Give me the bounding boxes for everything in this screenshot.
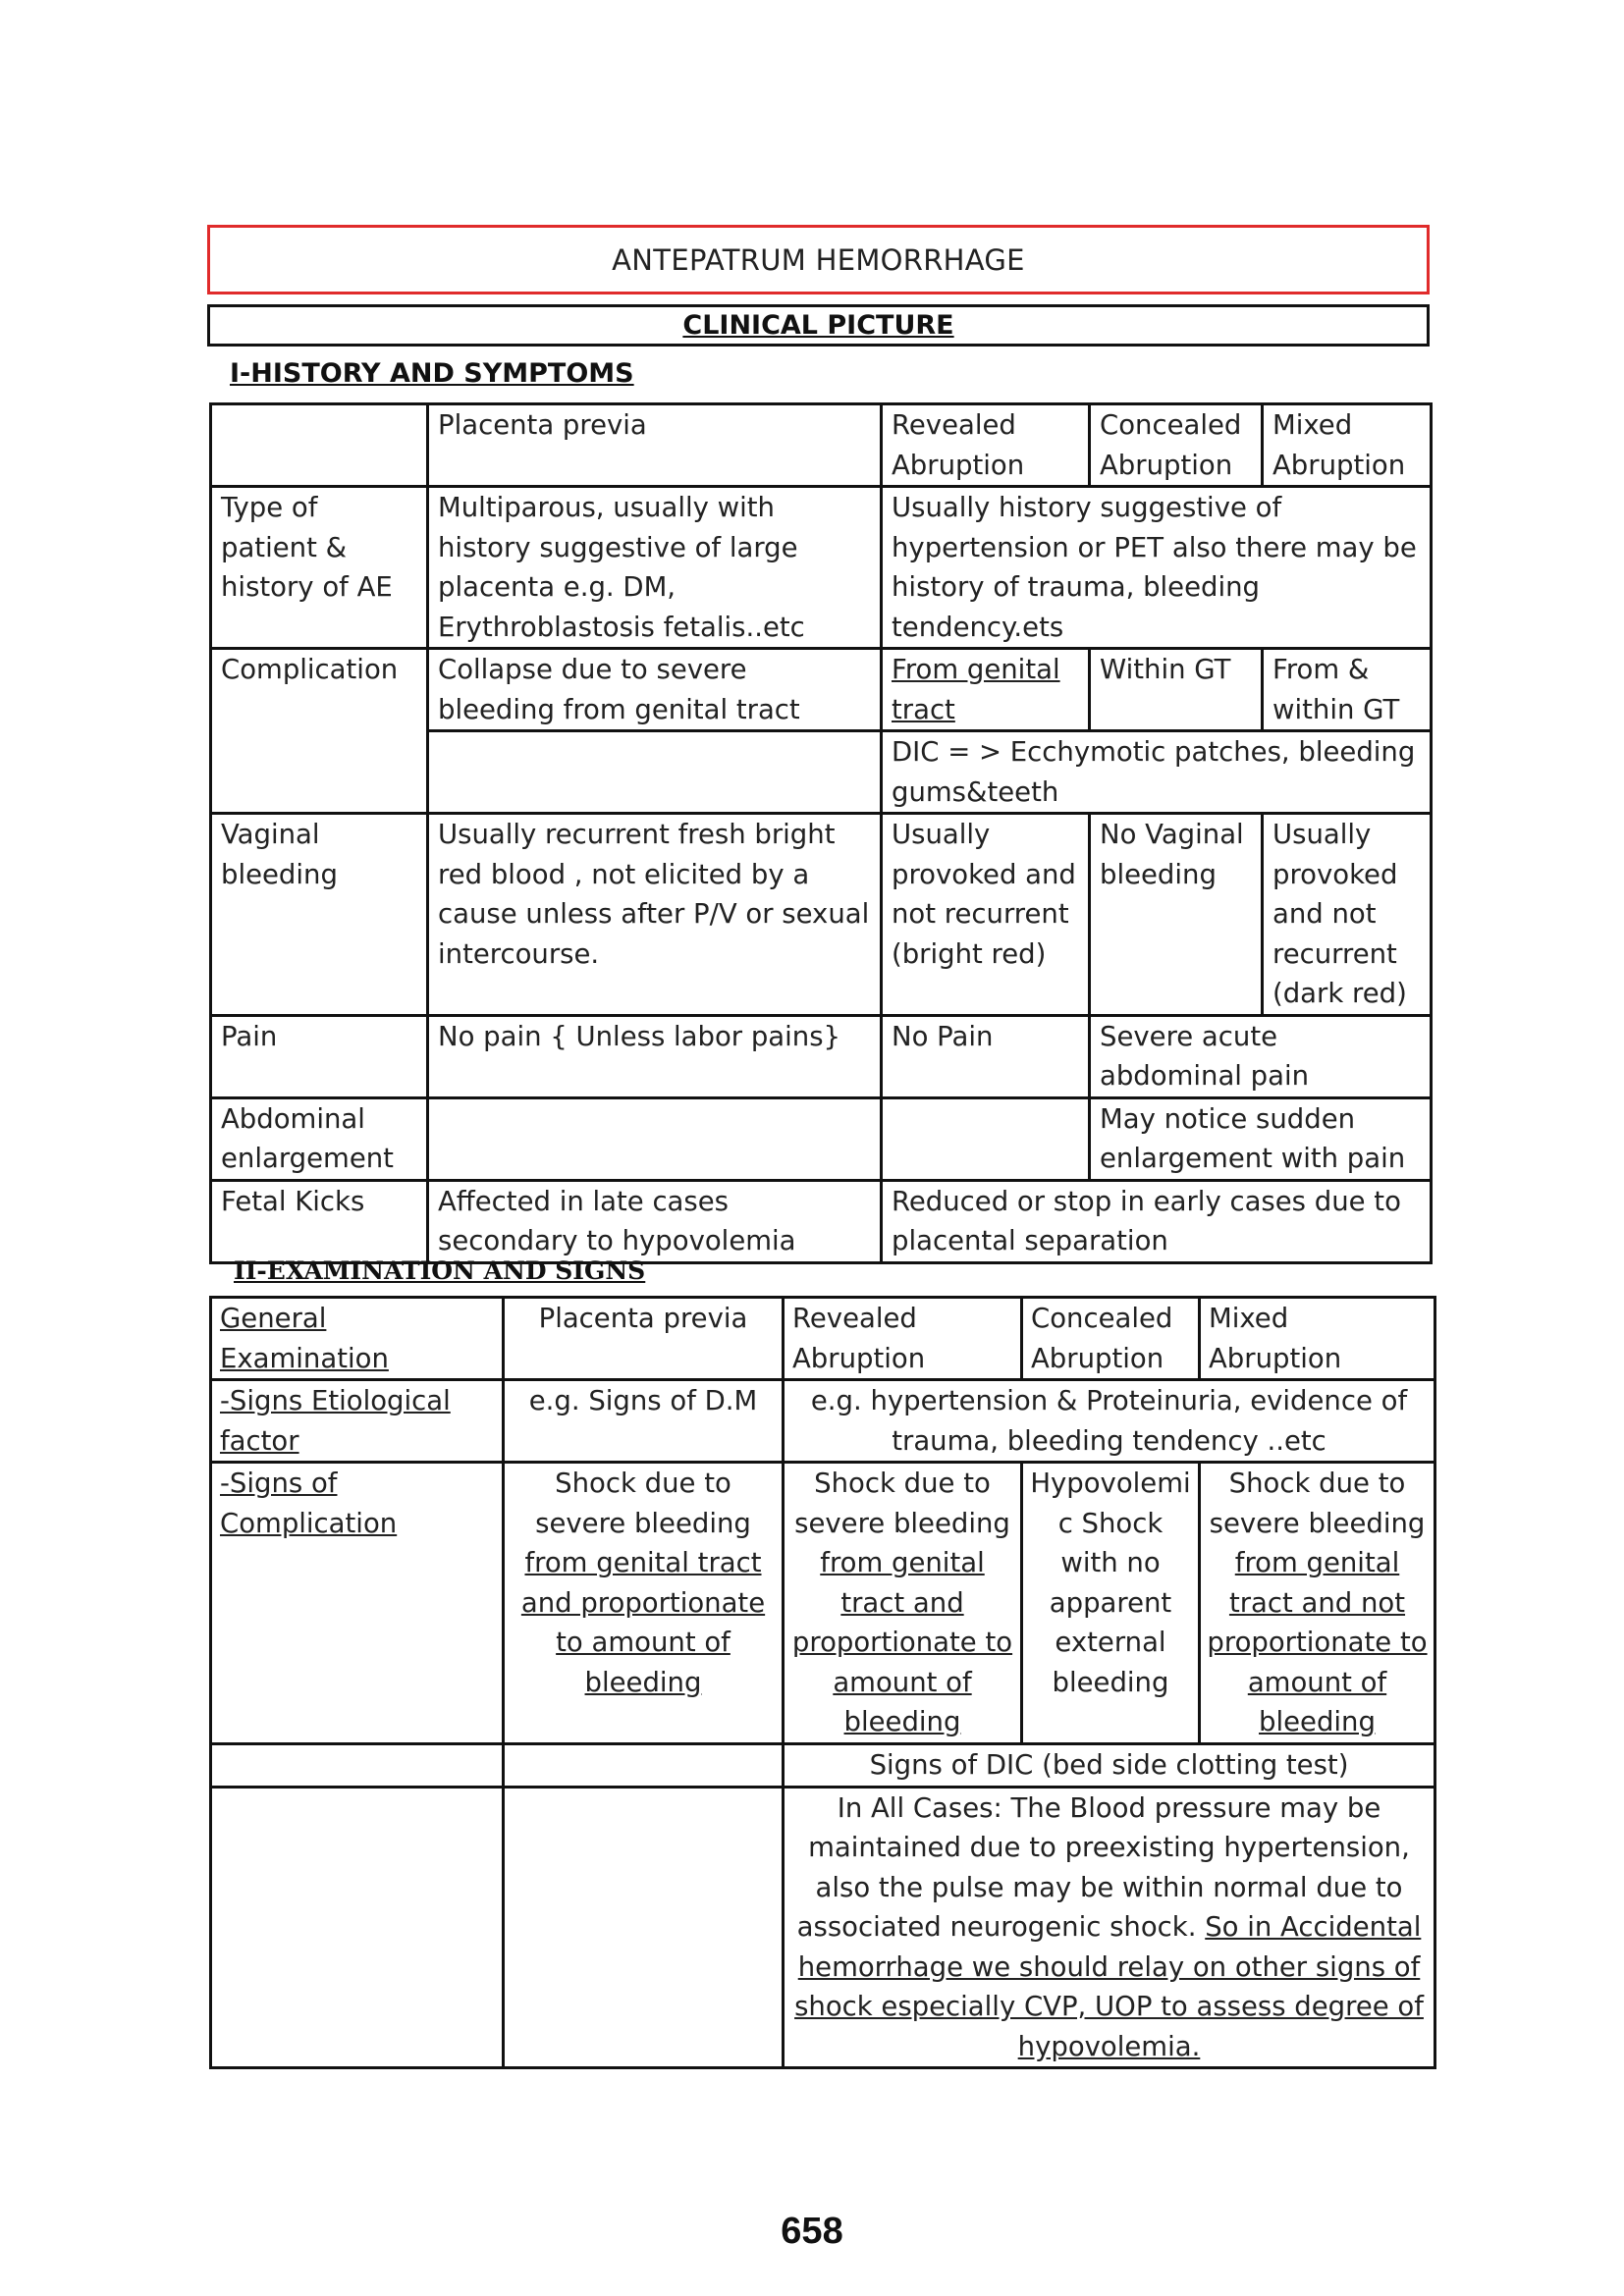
pain-concealed-mixed: Severe acute abdominal pain xyxy=(1090,1015,1432,1097)
history-symptoms-table xyxy=(209,402,1433,1264)
header-concealed-abruption: Concealed Abruption xyxy=(1090,404,1263,487)
exam-complication-mixed xyxy=(1200,1463,1435,1744)
dic-empty-previa xyxy=(504,1743,784,1787)
row-label-abdominal: Abdominal enlargement xyxy=(211,1097,428,1180)
exam-complication-previa xyxy=(504,1463,784,1744)
row-label-complication: Complication xyxy=(211,649,428,814)
complication-dic: DIC = > Ecchymotic patches, bleeding gums&teeth xyxy=(882,731,1432,814)
table-row xyxy=(211,1180,1432,1262)
complication-previa-empty xyxy=(428,731,882,814)
header-placenta-previa: Placenta previa xyxy=(428,404,882,487)
mixed-shock-text: Shock due to severe bleeding xyxy=(1209,1468,1426,1539)
examination-signs-table xyxy=(209,1296,1436,2069)
note-empty-label xyxy=(211,1787,504,2068)
bleeding-mixed: Usually provoked and not recurrent (dark red) xyxy=(1263,814,1432,1016)
abdominal-previa xyxy=(428,1097,882,1180)
note-text: In All Cases: The Blood pressure may be maintained due to preexisting hypertension, also the pulse may be within normal due to associated neurogenic shock. xyxy=(796,1791,1410,1943)
row-label-kicks: Fetal Kicks xyxy=(211,1180,428,1262)
exam-complication-concealed: Hypovolemic Shock with no apparent external bleeding xyxy=(1022,1463,1200,1744)
row-label-bleeding: Vaginal bleeding xyxy=(211,814,428,1016)
section-heading-examination: II-EXAMINATION AND SIGNS xyxy=(234,1256,646,1285)
bleeding-previa: Usually recurrent fresh bright red blood , not elicited by a cause unless after P/V or sexual intercourse. xyxy=(428,814,882,1016)
previa-shock-text: Shock due to severe bleeding xyxy=(535,1468,751,1539)
table-row xyxy=(211,649,1432,731)
blood-pressure-note xyxy=(784,1787,1435,2068)
dic-empty-label xyxy=(211,1743,504,1787)
section-heading-history: I-HISTORY AND SYMPTOMS xyxy=(230,358,634,389)
complication-mixed: From & within GT xyxy=(1263,649,1432,731)
header-general-examination: General Examination xyxy=(211,1298,504,1380)
etiological-abruption: e.g. hypertension & Proteinuria, evidence of trauma, bleeding tendency ..etc xyxy=(784,1380,1435,1463)
note-underlined: So in Accidental hemorrhage we should relay on other signs of shock especially CVP, UOP to assess degree of hypovolemia. xyxy=(794,1911,1424,2062)
pain-previa: No pain { Unless labor pains} xyxy=(428,1015,882,1097)
page-subtitle: CLINICAL PICTURE xyxy=(207,304,1430,347)
table-row xyxy=(211,814,1432,1016)
complication-revealed: From genital tract xyxy=(882,649,1090,731)
exam-complication-revealed xyxy=(784,1463,1022,1744)
row-label-pain: Pain xyxy=(211,1015,428,1097)
kicks-previa: Affected in late cases secondary to hypovolemia xyxy=(428,1180,882,1262)
page-number: 658 xyxy=(781,2211,843,2252)
table-row xyxy=(211,1097,1432,1180)
pain-revealed: No Pain xyxy=(882,1015,1090,1097)
page-title: ANTEPATRUM HEMORRHAGE xyxy=(207,225,1430,294)
dic-signs: Signs of DIC (bed side clotting test) xyxy=(784,1743,1435,1787)
mixed-shock-underlined: from genital tract and not proportionate to amount of bleeding xyxy=(1207,1547,1428,1737)
bleeding-concealed: No Vaginal bleeding xyxy=(1090,814,1263,1016)
previa-shock-underlined: from genital tract and proportionate to amount of bleeding xyxy=(520,1547,766,1698)
table-row xyxy=(211,1380,1435,1463)
row-label-complication: -Signs of Complication xyxy=(211,1463,504,1744)
header-mixed-abruption: Mixed Abruption xyxy=(1200,1298,1435,1380)
kicks-abruption: Reduced or stop in early cases due to placental separation xyxy=(882,1180,1432,1262)
complication-previa-text: Collapse due to severe bleeding from genital tract xyxy=(438,654,800,725)
header-placenta-previa: Placenta previa xyxy=(504,1298,784,1380)
table-row xyxy=(211,1015,1432,1097)
header-empty-cell xyxy=(211,404,428,487)
header-mixed-abruption: Mixed Abruption xyxy=(1263,404,1432,487)
header-revealed-abruption: Revealed Abruption xyxy=(784,1298,1022,1380)
row-label-type: Type of patient & history of AE xyxy=(211,487,428,649)
note-empty-previa xyxy=(504,1787,784,2068)
table-header-row xyxy=(211,404,1432,487)
complication-concealed: Within GT xyxy=(1090,649,1263,731)
table-row xyxy=(211,1743,1435,1787)
etiological-previa: e.g. Signs of D.M xyxy=(504,1380,784,1463)
table-header-row xyxy=(211,1298,1435,1380)
revealed-shock-underlined: from genital tract and proportionate to amount of bleeding xyxy=(791,1547,1013,1737)
abdominal-concealed-mixed: May notice sudden enlargement with pain xyxy=(1090,1097,1432,1180)
abdominal-revealed xyxy=(882,1097,1090,1180)
bleeding-revealed: Usually provoked and not recurrent (bright red) xyxy=(882,814,1090,1016)
row-label-etiological: -Signs Etiological factor xyxy=(211,1380,504,1463)
header-concealed-abruption: Concealed Abruption xyxy=(1022,1298,1200,1380)
header-revealed-abruption: Revealed Abruption xyxy=(882,404,1090,487)
table-row xyxy=(211,1463,1435,1744)
table-row xyxy=(211,487,1432,649)
type-previa: Multiparous, usually with history suggestive of large placenta e.g. DM, Erythroblastosis fetalis..etc xyxy=(428,487,882,649)
complication-previa xyxy=(428,649,882,731)
revealed-shock-text: Shock due to severe bleeding xyxy=(794,1468,1010,1539)
table-row xyxy=(211,1787,1435,2068)
type-abruption: Usually history suggestive of hypertension or PET also there may be history of trauma, bleeding tendency.ets xyxy=(882,487,1432,649)
